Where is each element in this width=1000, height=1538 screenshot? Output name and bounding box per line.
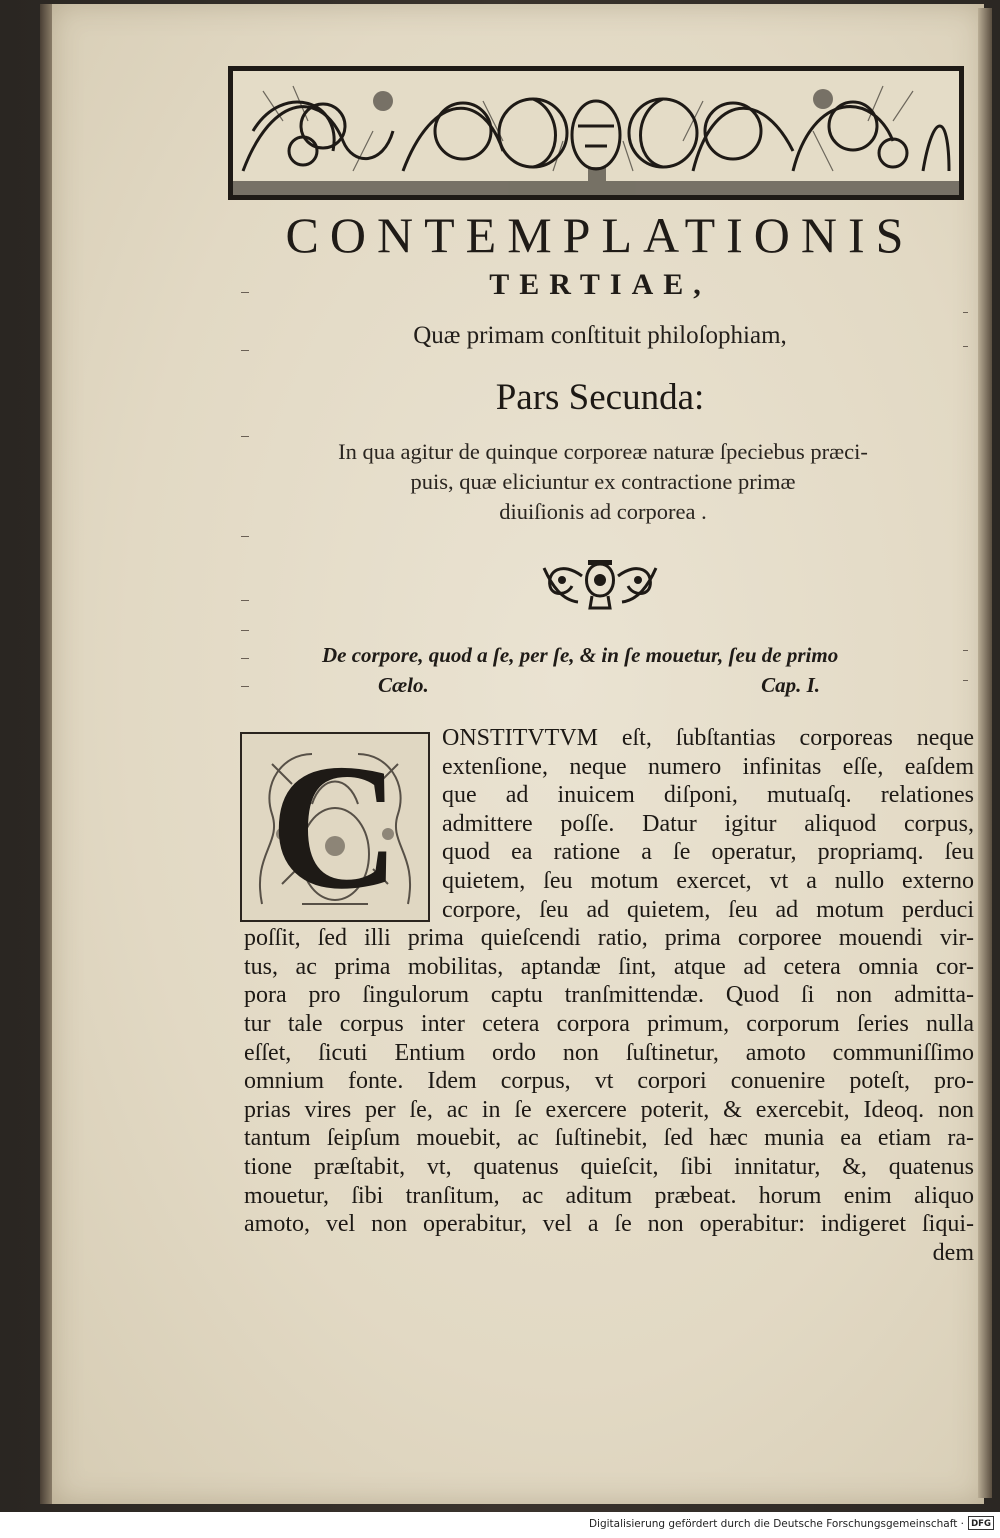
body-line: admittere poſſe. Datur igitur aliquod corpus, (442, 810, 974, 837)
body-line: quietem, ſeu motum exercet, vt a nullo externo (442, 867, 974, 894)
dfg-logo: DFG (968, 1516, 994, 1530)
section-summary (268, 437, 938, 527)
chapter-title-end: Cælo. (378, 673, 429, 697)
margin-mark (963, 650, 968, 651)
margin-mark (241, 686, 249, 687)
margin-mark (963, 680, 968, 681)
margin-mark (241, 630, 249, 631)
title-sub: TERTIAE, (489, 268, 711, 301)
body-line: corpore, ſeu ad quietem, ſeu ad motum perduci (442, 896, 974, 923)
initial-letter: C (270, 732, 400, 922)
body-line: pora pro ſingulorum captu tranſmittendæ. Quod ſi non admitta- (244, 982, 974, 1009)
body-line: extenſione, neque numero infinitas eſſe, eaſdem (442, 753, 974, 780)
catchword: dem (932, 1239, 974, 1266)
body-line: omnium fonte. Idem corpus, vt corpori conuenire poteſt, pro- (244, 1068, 974, 1095)
chapter-line-1: De corpore, quod a ſe, per ſe, & in ſe mouetur, ſeu de primo (322, 643, 839, 667)
body-line: ONSTITVTVM eſt, ſubſtantias corporeas neque (442, 725, 974, 751)
chapter-number: Cap. I. (761, 673, 820, 697)
margin-mark (241, 436, 249, 437)
body-line: prias vires per ſe, ac in ſe exercere poterit, & exercebit, Ideoq. non (244, 1096, 974, 1123)
summary-line-1: In qua agitur de quinque corporeæ naturæ ſpeciebus præci- (338, 439, 868, 464)
margin-mark (241, 600, 249, 601)
body-line: poſſit, ſed illi prima quieſcendi ratio, prima corporee mouendi vir- (244, 925, 974, 952)
fleuron-ornament (542, 556, 658, 614)
body-line: quod ea ratione a ſe operatur, propriamq. ſeu (442, 839, 974, 866)
body-line: tantum ſeipſum mouebit, ac ſuſtinebit, ſed hæc munia ea etiam ra- (244, 1125, 974, 1152)
title-pars: Pars Secunda: (495, 377, 705, 418)
footer-credit: Digitalisierung gefördert durch die Deutsche Forschungsgemeinschaft · (588, 1518, 964, 1530)
body-line: tus, ac prima mobilitas, aptandæ ſint, atque ad cetera omnia cor- (244, 953, 974, 980)
margin-mark (963, 312, 968, 313)
body-line: eſſet, ſicuti Entium ordo non ſuſtinetur, amoto communiſſimo (244, 1039, 974, 1066)
summary-line-2: puis, quæ eliciuntur ex contractione primæ (410, 469, 796, 494)
body-line: amoto, vel non operabitur, vel a ſe non operabitur: indigeret ſiqui- (244, 1211, 974, 1238)
summary-line-3: diuiſionis ad corporea . (499, 499, 707, 524)
margin-mark (241, 350, 249, 351)
ornamental-headpiece (228, 66, 964, 200)
page-right-edge (978, 8, 992, 1498)
body-line: mouetur, ſibi tranſitum, ac aditum præbeat. horum enim aliquo (244, 1182, 974, 1209)
body-text (244, 724, 974, 1267)
chapter-line-2 (322, 670, 902, 700)
body-line: que ad inuicem diſponi, mutuaſq. relationes (442, 782, 974, 809)
margin-mark (241, 536, 249, 537)
margin-mark (963, 346, 968, 347)
margin-mark (241, 658, 249, 659)
title-line3: Quæ primam conſtituit philoſophiam, (413, 322, 787, 349)
body-line: tur tale corpus inter cetera corpora primum, corporum ſeries nulla (244, 1010, 974, 1037)
chapter-heading (322, 640, 902, 700)
body-line: tione præſtabit, vt, quatenus quieſcit, ſibi innitatur, &, quatenus (244, 1153, 974, 1180)
margin-mark (241, 292, 249, 293)
title-main: CONTEMPLATIONIS (285, 207, 915, 263)
